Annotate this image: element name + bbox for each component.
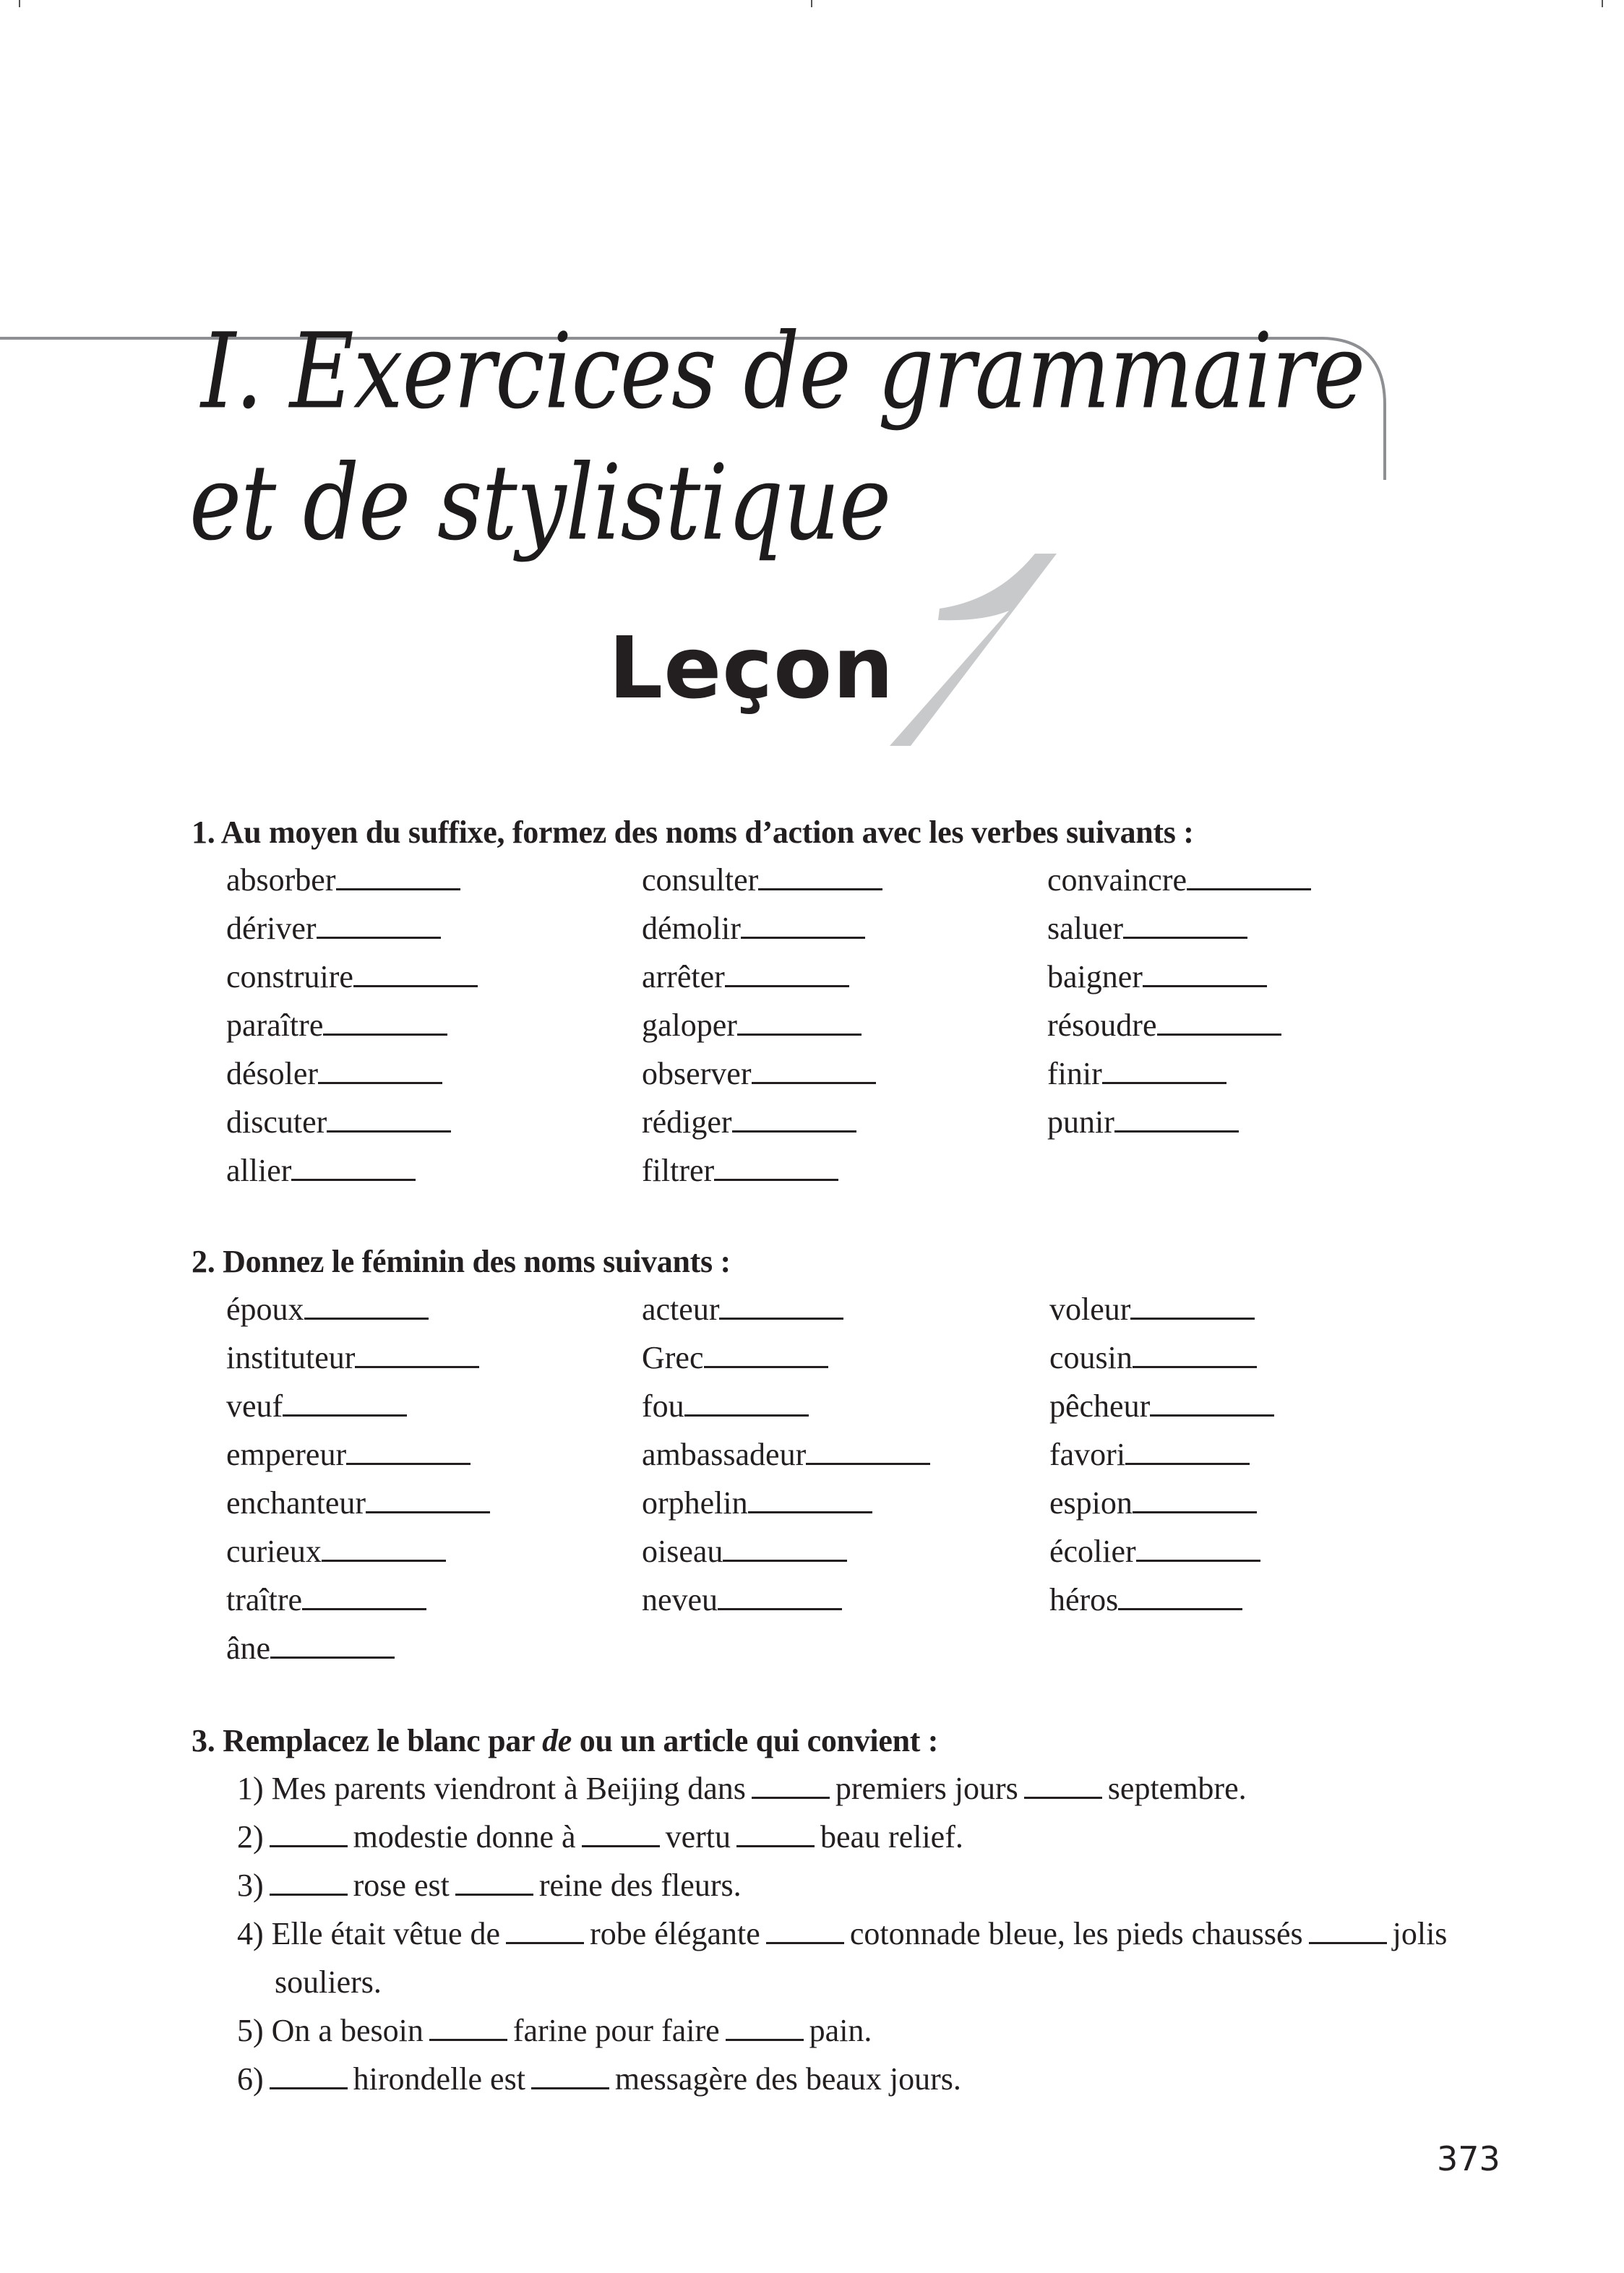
answer-blank[interactable] [1187,888,1311,890]
exercise-item-word: fou [642,1388,684,1424]
answer-blank[interactable] [304,1317,429,1320]
chapter-title-line2: et de stylistique [189,442,891,564]
sentence-fragment: vertu [665,1819,731,1855]
answer-blank[interactable] [719,1317,843,1320]
exercise-3-heading-part2: ou un article qui convient : [572,1723,939,1758]
sentence-fragment: messagère des beaux jours. [614,2061,961,2097]
answer-blank[interactable] [582,1844,660,1847]
exercise-item [642,861,882,898]
exercise-item-word: démolir [642,911,741,946]
answer-blank[interactable] [748,1511,872,1513]
chapter-title-line1: I. Exercices de grammaire [201,311,1365,432]
exercise-item-word: punir [1047,1104,1114,1140]
exercise-item [226,861,460,898]
exercise-item-word: rédiger [642,1104,732,1140]
exercise-item [1047,910,1247,947]
exercise-item-word: âne [226,1630,271,1666]
answer-blank[interactable] [1133,1511,1257,1513]
exercise-item-word: observer [642,1056,752,1091]
exercise-item [226,958,478,995]
answer-blank[interactable] [806,1462,930,1465]
answer-blank[interactable] [1125,1462,1250,1465]
answer-blank[interactable] [714,1178,838,1181]
sentence-fragment: souliers. [275,1964,382,2000]
answer-blank[interactable] [723,1559,847,1562]
exercise-item-word: absorber [226,862,336,898]
sentence-fragment: 2) [237,1819,264,1855]
exercise-item [1049,1339,1257,1376]
sentence-fragment: modestie donne à [353,1819,576,1855]
sentence-fragment: premiers jours [835,1771,1018,1806]
exercise-item [1049,1533,1260,1570]
answer-blank[interactable] [353,984,478,987]
exercise-item [642,1104,856,1140]
exercise-item-word: voleur [1049,1292,1131,1327]
answer-blank[interactable] [1118,1607,1242,1610]
answer-blank[interactable] [429,2038,507,2041]
exercise-item [226,1339,479,1376]
exercise-item-word: paraître [226,1007,324,1043]
answer-blank[interactable] [322,1559,446,1562]
exercise-item-word: espion [1049,1485,1133,1521]
answer-blank[interactable] [704,1365,828,1368]
exercise-item-word: neveu [642,1582,718,1617]
exercise-item-word: orphelin [642,1485,748,1521]
exercise-item [642,1291,843,1328]
answer-blank[interactable] [270,2087,348,2089]
lesson-label: Leçon [609,618,895,718]
answer-blank[interactable] [766,1941,844,1944]
exercise-item [226,910,441,947]
exercise-item-word: Grec [642,1340,704,1375]
exercise-3-sentence [237,1867,742,1904]
exercise-item-word: instituteur [226,1340,356,1375]
exercise-item [226,1007,447,1044]
exercise-item [226,1291,429,1328]
exercise-item [226,1533,446,1570]
exercise-item [226,1436,471,1473]
exercise-item [642,910,865,947]
exercise-item-word: discuter [226,1104,327,1140]
exercise-item [1049,1436,1250,1473]
exercise-item [642,958,849,995]
sentence-fragment: pain. [809,2013,872,2048]
answer-blank[interactable] [355,1365,479,1368]
answer-blank[interactable] [726,2038,804,2041]
answer-blank[interactable] [270,1656,395,1659]
answer-blank[interactable] [718,1607,842,1610]
exercise-item [1047,1007,1281,1044]
exercise-item-word: empereur [226,1437,347,1472]
exercise-item-word: écolier [1049,1534,1136,1569]
sentence-fragment: septembre. [1107,1771,1247,1806]
exercise-item-word: saluer [1047,911,1124,946]
exercise-3-heading-part1: 3. Remplacez le blanc par [192,1723,543,1758]
answer-blank[interactable] [732,1130,856,1133]
exercise-item [226,1581,426,1618]
exercise-item-word: oiseau [642,1534,723,1569]
exercise-item [1047,861,1311,898]
sentence-fragment: cotonnade bleue, les pieds chaussés [849,1916,1303,1951]
exercise-3-sentence [237,2061,961,2097]
exercise-item-word: ambassadeur [642,1437,807,1472]
answer-blank[interactable] [455,1893,533,1896]
answer-blank[interactable] [1136,1559,1260,1562]
exercise-item [642,1055,876,1092]
exercise-3-sentence [275,1964,382,2001]
exercise-3-sentence [237,1818,963,1855]
answer-blank[interactable] [336,888,460,890]
exercise-item-word: finir [1047,1056,1102,1091]
sentence-fragment: hirondelle est [353,2061,525,2097]
sentence-fragment: rose est [353,1868,450,1903]
exercise-item-word: construire [226,959,353,994]
sentence-fragment: 6) [237,2061,264,2097]
exercise-3-heading [192,1722,938,1759]
answer-blank[interactable] [1309,1941,1387,1944]
exercise-item [226,1484,490,1521]
exercise-item [226,1055,442,1092]
sentence-fragment: 4) Elle était vêtue de [237,1916,501,1951]
exercise-item-word: dériver [226,911,317,946]
sentence-fragment: farine pour faire [512,2013,720,2048]
exercise-item-word: époux [226,1292,304,1327]
answer-blank[interactable] [752,1796,830,1799]
exercise-item-word: acteur [642,1292,720,1327]
answer-blank[interactable] [283,1414,407,1417]
exercise-item-word: pêcheur [1049,1388,1151,1424]
answer-blank[interactable] [1114,1130,1239,1133]
sentence-fragment: jolis [1392,1916,1448,1951]
answer-blank[interactable] [736,1844,815,1847]
exercise-item-word: traître [226,1582,303,1617]
exercise-item [642,1581,842,1618]
exercise-3-sentence [237,1770,1247,1807]
answer-blank[interactable] [725,984,849,987]
exercise-item-word: veuf [226,1388,283,1424]
exercise-item-word: filtrer [642,1153,715,1188]
exercise-item [642,1152,838,1189]
answer-blank[interactable] [327,1130,451,1133]
exercise-item [1049,1484,1257,1521]
answer-blank[interactable] [366,1511,490,1513]
exercise-3-sentence [237,2012,872,2049]
exercise-item [642,1007,862,1044]
exercise-3-sentence [237,1915,1447,1952]
exercise-item-word: héros [1049,1582,1119,1617]
sentence-fragment: robe élégante [590,1916,760,1951]
exercise-item [642,1388,809,1425]
exercise-item [226,1104,451,1140]
exercise-3-heading-de: de [542,1723,572,1758]
exercise-item [1047,958,1267,995]
exercise-item [1047,1055,1226,1092]
answer-blank[interactable] [531,2087,609,2089]
answer-blank[interactable] [291,1178,416,1181]
exercise-item [226,1388,407,1425]
answer-blank[interactable] [346,1462,471,1465]
answer-blank[interactable] [318,1081,442,1084]
exercise-2-heading: 2. Donnez le féminin des noms suivants : [192,1244,731,1279]
answer-blank[interactable] [1102,1081,1226,1084]
answer-blank[interactable] [684,1414,809,1417]
answer-blank[interactable] [1024,1796,1102,1799]
sentence-fragment: 3) [237,1868,264,1903]
sentence-fragment: 5) On a besoin [237,2013,424,2048]
answer-blank[interactable] [1130,1317,1255,1320]
answer-blank[interactable] [737,1033,862,1036]
exercise-1-heading: 1. Au moyen du suffixe, formez des noms d’action avec les verbes suivants : [192,815,1194,850]
exercise-item [226,1152,416,1189]
exercise-item [1047,1104,1239,1140]
exercise-item-word: allier [226,1153,292,1188]
exercise-item [642,1484,872,1521]
exercise-item [1049,1291,1255,1328]
sentence-fragment: 1) Mes parents viendront à Beijing dans [237,1771,746,1806]
exercise-item-word: convaincre [1047,862,1187,898]
exercise-item-word: galoper [642,1007,737,1043]
answer-blank[interactable] [302,1607,426,1610]
answer-blank[interactable] [1150,1414,1274,1417]
exercise-item-word: désoler [226,1056,319,1091]
answer-blank[interactable] [270,1844,348,1847]
answer-blank[interactable] [741,936,865,939]
exercise-item-word: cousin [1049,1340,1133,1375]
answer-blank[interactable] [1123,936,1247,939]
answer-blank[interactable] [323,1033,447,1036]
answer-blank[interactable] [1157,1033,1281,1036]
exercise-item [642,1533,847,1570]
exercise-item-word: curieux [226,1534,322,1569]
answer-blank[interactable] [758,888,882,890]
answer-blank[interactable] [317,936,441,939]
answer-blank[interactable] [752,1081,876,1084]
exercise-item-word: favori [1049,1437,1126,1472]
exercise-item [642,1436,930,1473]
answer-blank[interactable] [1133,1365,1257,1368]
exercise-item-word: arrêter [642,959,725,994]
answer-blank[interactable] [1143,984,1267,987]
exercise-item-word: consulter [642,862,759,898]
sentence-fragment: reine des fleurs. [538,1868,742,1903]
exercise-item [1049,1388,1274,1425]
sentence-fragment: beau relief. [820,1819,963,1855]
exercise-item-word: enchanteur [226,1485,366,1521]
answer-blank[interactable] [506,1941,584,1944]
exercise-item-word: résoudre [1047,1007,1157,1043]
answer-blank[interactable] [270,1893,348,1896]
exercise-item [226,1630,395,1667]
exercise-item-word: baigner [1047,959,1143,994]
exercise-item [642,1339,828,1376]
page-number: 373 [1437,2139,1500,2178]
exercise-item [1049,1581,1242,1618]
